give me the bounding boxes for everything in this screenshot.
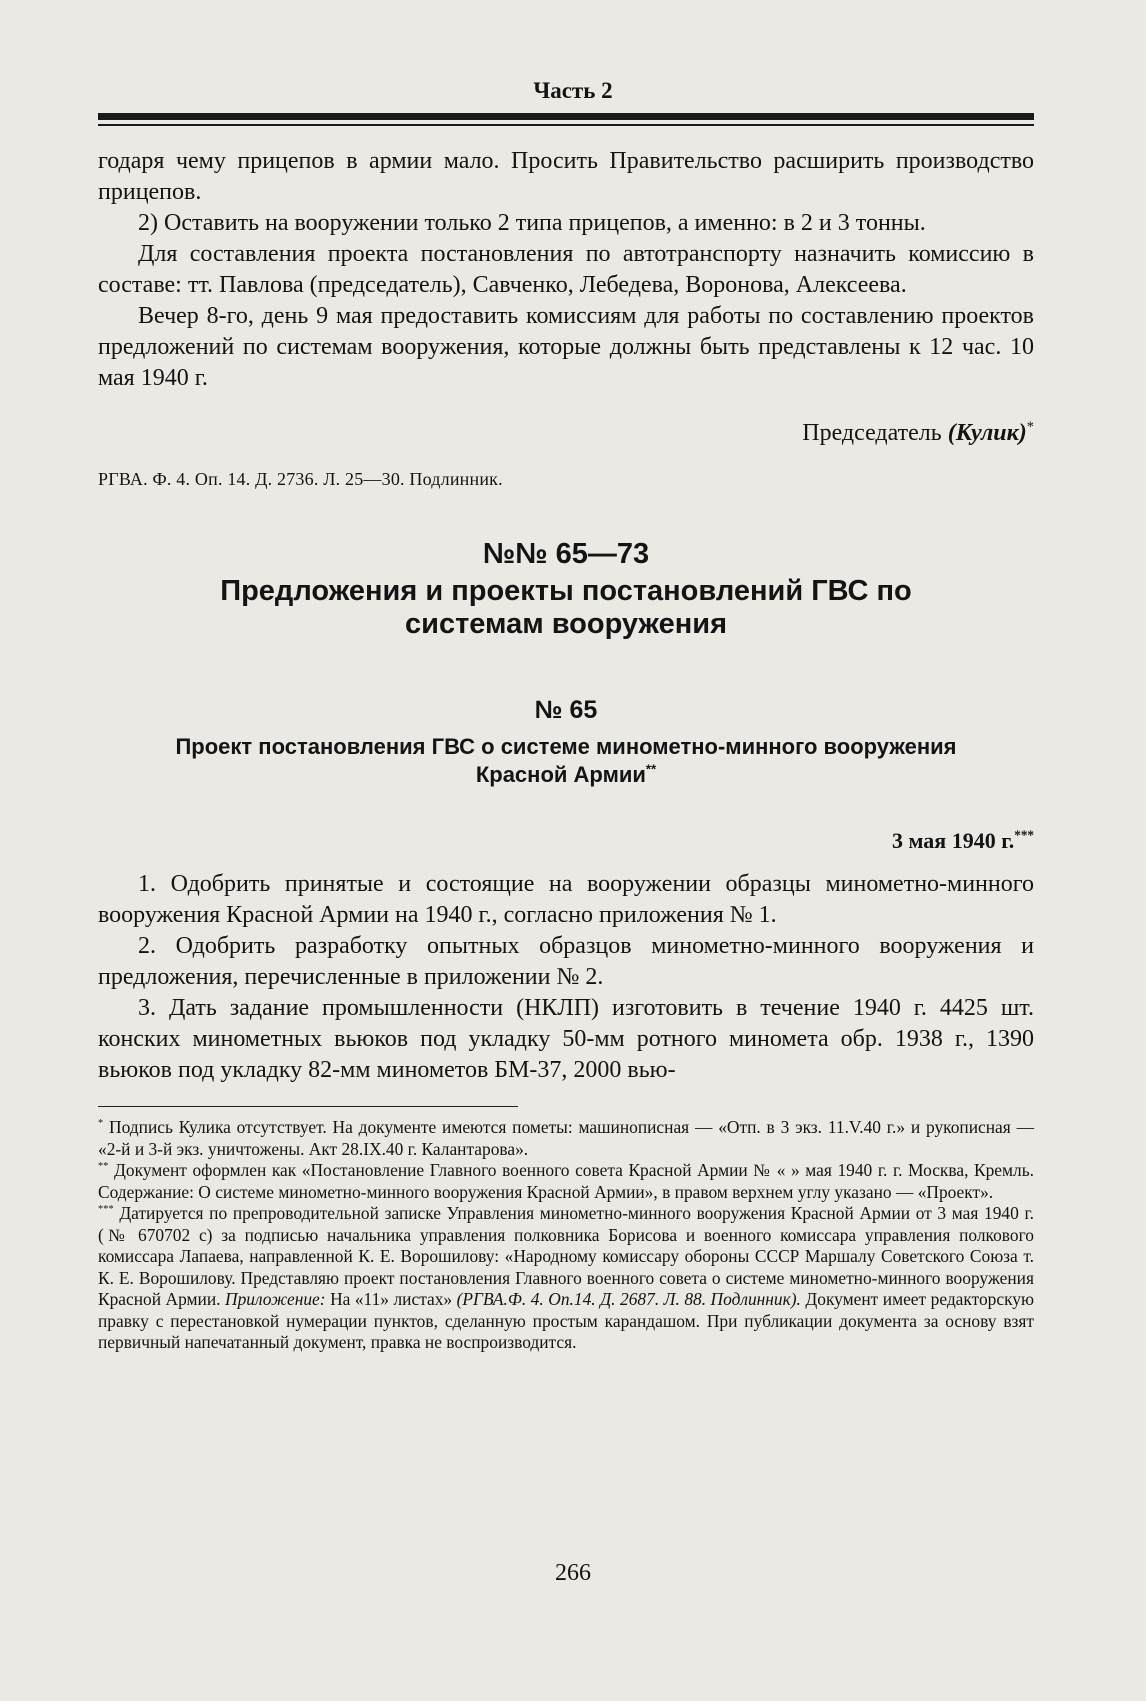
signature-name: (Кулик) — [947, 420, 1027, 446]
footnote-text: Датируется по препроводительной записке Управления минометно-минного вооружения Красной Армии от 3 мая 1940 г. (№ 670702 с) за подписью начальника управления полковника Борисова и военного комиссара управления полкового комиссара Лапаева, направленной К. Е. Ворошилову: «Народному комиссару обороны СССР Маршалу Советского Союза т. К. Е. Ворошилову. Представляю проект постановления Главного военного совета о системе минометно-минного вооружения Красной Армии. — [98, 1203, 1034, 1309]
running-header: Часть 2 — [533, 78, 613, 103]
footnote-text: На «11» листах» — [330, 1289, 453, 1309]
page-number: 266 — [555, 1560, 591, 1586]
resolution-item: 1. Одобрить принятые и состоящие на вооружении образцы минометно-минного вооружения Красной Армии на 1940 г., согласно приложения № 1. — [98, 871, 1034, 928]
header-rule-thin — [98, 124, 1034, 126]
document-number: № 65 — [534, 696, 598, 724]
archive-reference: (РГВА.Ф. 4. Оп.14. Д. 2687. Л. 88. Подлинник). — [456, 1289, 801, 1309]
footnote-ref: * — [1026, 419, 1034, 435]
page-content — [98, 146, 1034, 1354]
header-rule-thick — [98, 113, 1034, 120]
resolution-items — [98, 869, 1034, 1086]
resolution-item: 3. Дать задание промышленности (НКЛП) изготовить в течение 1940 г. 4425 шт. конских минометных вьюков под укладку 50-мм ротного миномета обр. 1938 г., 1390 вьюков под укладку 82-мм минометов БМ-37, 2000 вью- — [98, 995, 1034, 1083]
document-date: 3 мая 1940 г. — [891, 828, 1015, 853]
document-date-line — [98, 827, 1034, 855]
footnote-mark: ** — [98, 1161, 109, 1173]
archive-source: РГВА. Ф. 4. Оп. 14. Д. 2736. Л. 25—30. Подлинник. — [98, 469, 503, 489]
footnote-text: Документ имеет редакторскую правку с перестановкой нумерации пунктов, сделанную простым карандашом. При публикации документа за основу взят первичный напечатанный документ, правка не воспроизводится. — [98, 1289, 1034, 1352]
footnote-ref: *** — [1014, 827, 1034, 843]
footnote-text: Документ оформлен как «Постановление Главного военного совета Красной Армии № « » мая 1940 г. г. Москва, Кремль. Содержание: О системе минометно-минного вооружения Красной Армии», в правом верхнем углу указано — «Проект». — [98, 1160, 1034, 1202]
footnote-ref: ** — [645, 761, 657, 777]
document-title-block — [98, 733, 1034, 789]
resolution-item: 2. Одобрить разработку опытных образцов минометно-минного вооружения и предложения, перечисленные в приложении № 2. — [98, 933, 1034, 990]
continuation-paragraph: годаря чему прицепов в армии мало. Просить Правительство расширить производство прицепов. — [98, 148, 1034, 205]
footnote-mark: *** — [98, 1204, 114, 1216]
section-number: №№ 65—73 — [482, 538, 650, 570]
footnote — [98, 1117, 1034, 1160]
footnote-mark: * — [98, 1118, 104, 1130]
footnotes — [98, 1117, 1034, 1354]
footnote — [98, 1203, 1034, 1354]
footnote — [98, 1160, 1034, 1203]
appendix-label: Приложение: — [225, 1289, 326, 1309]
footnote-text: Подпись Кулика отсутствует. На документе имеются пометы: машинописная — «Отп. в 3 экз. 11.V.40 г.» и рукописная — «2-й и 3-й экз. уничтожены. Акт 28.IX.40 г. Калантарова». — [98, 1117, 1034, 1159]
section-title: Предложения и проекты постановлений ГВС по системам вооружения — [220, 575, 912, 640]
document-title: Проект постановления ГВС о системе минометно-минного вооружения Красной Армии — [175, 734, 957, 787]
continuation-paragraph: Вечер 8-го, день 9 мая предоставить комиссиям для работы по составлению проектов предложений по системам вооружения, которые должны быть представлены к 12 час. 10 мая 1940 г. — [98, 303, 1034, 391]
continuation-paragraph: 2) Оставить на вооружении только 2 типа прицепов, а именно: в 2 и 3 тонны. — [138, 210, 926, 236]
signature-role: Председатель — [802, 420, 942, 446]
footnote-divider — [98, 1106, 518, 1107]
signature-line — [98, 418, 1034, 449]
continuation-paragraph: Для составления проекта постановления по автотранспорту назначить комиссию в составе: тт. Павлова (председатель), Савченко, Лебедева, Воронова, Алексеева. — [98, 241, 1034, 298]
